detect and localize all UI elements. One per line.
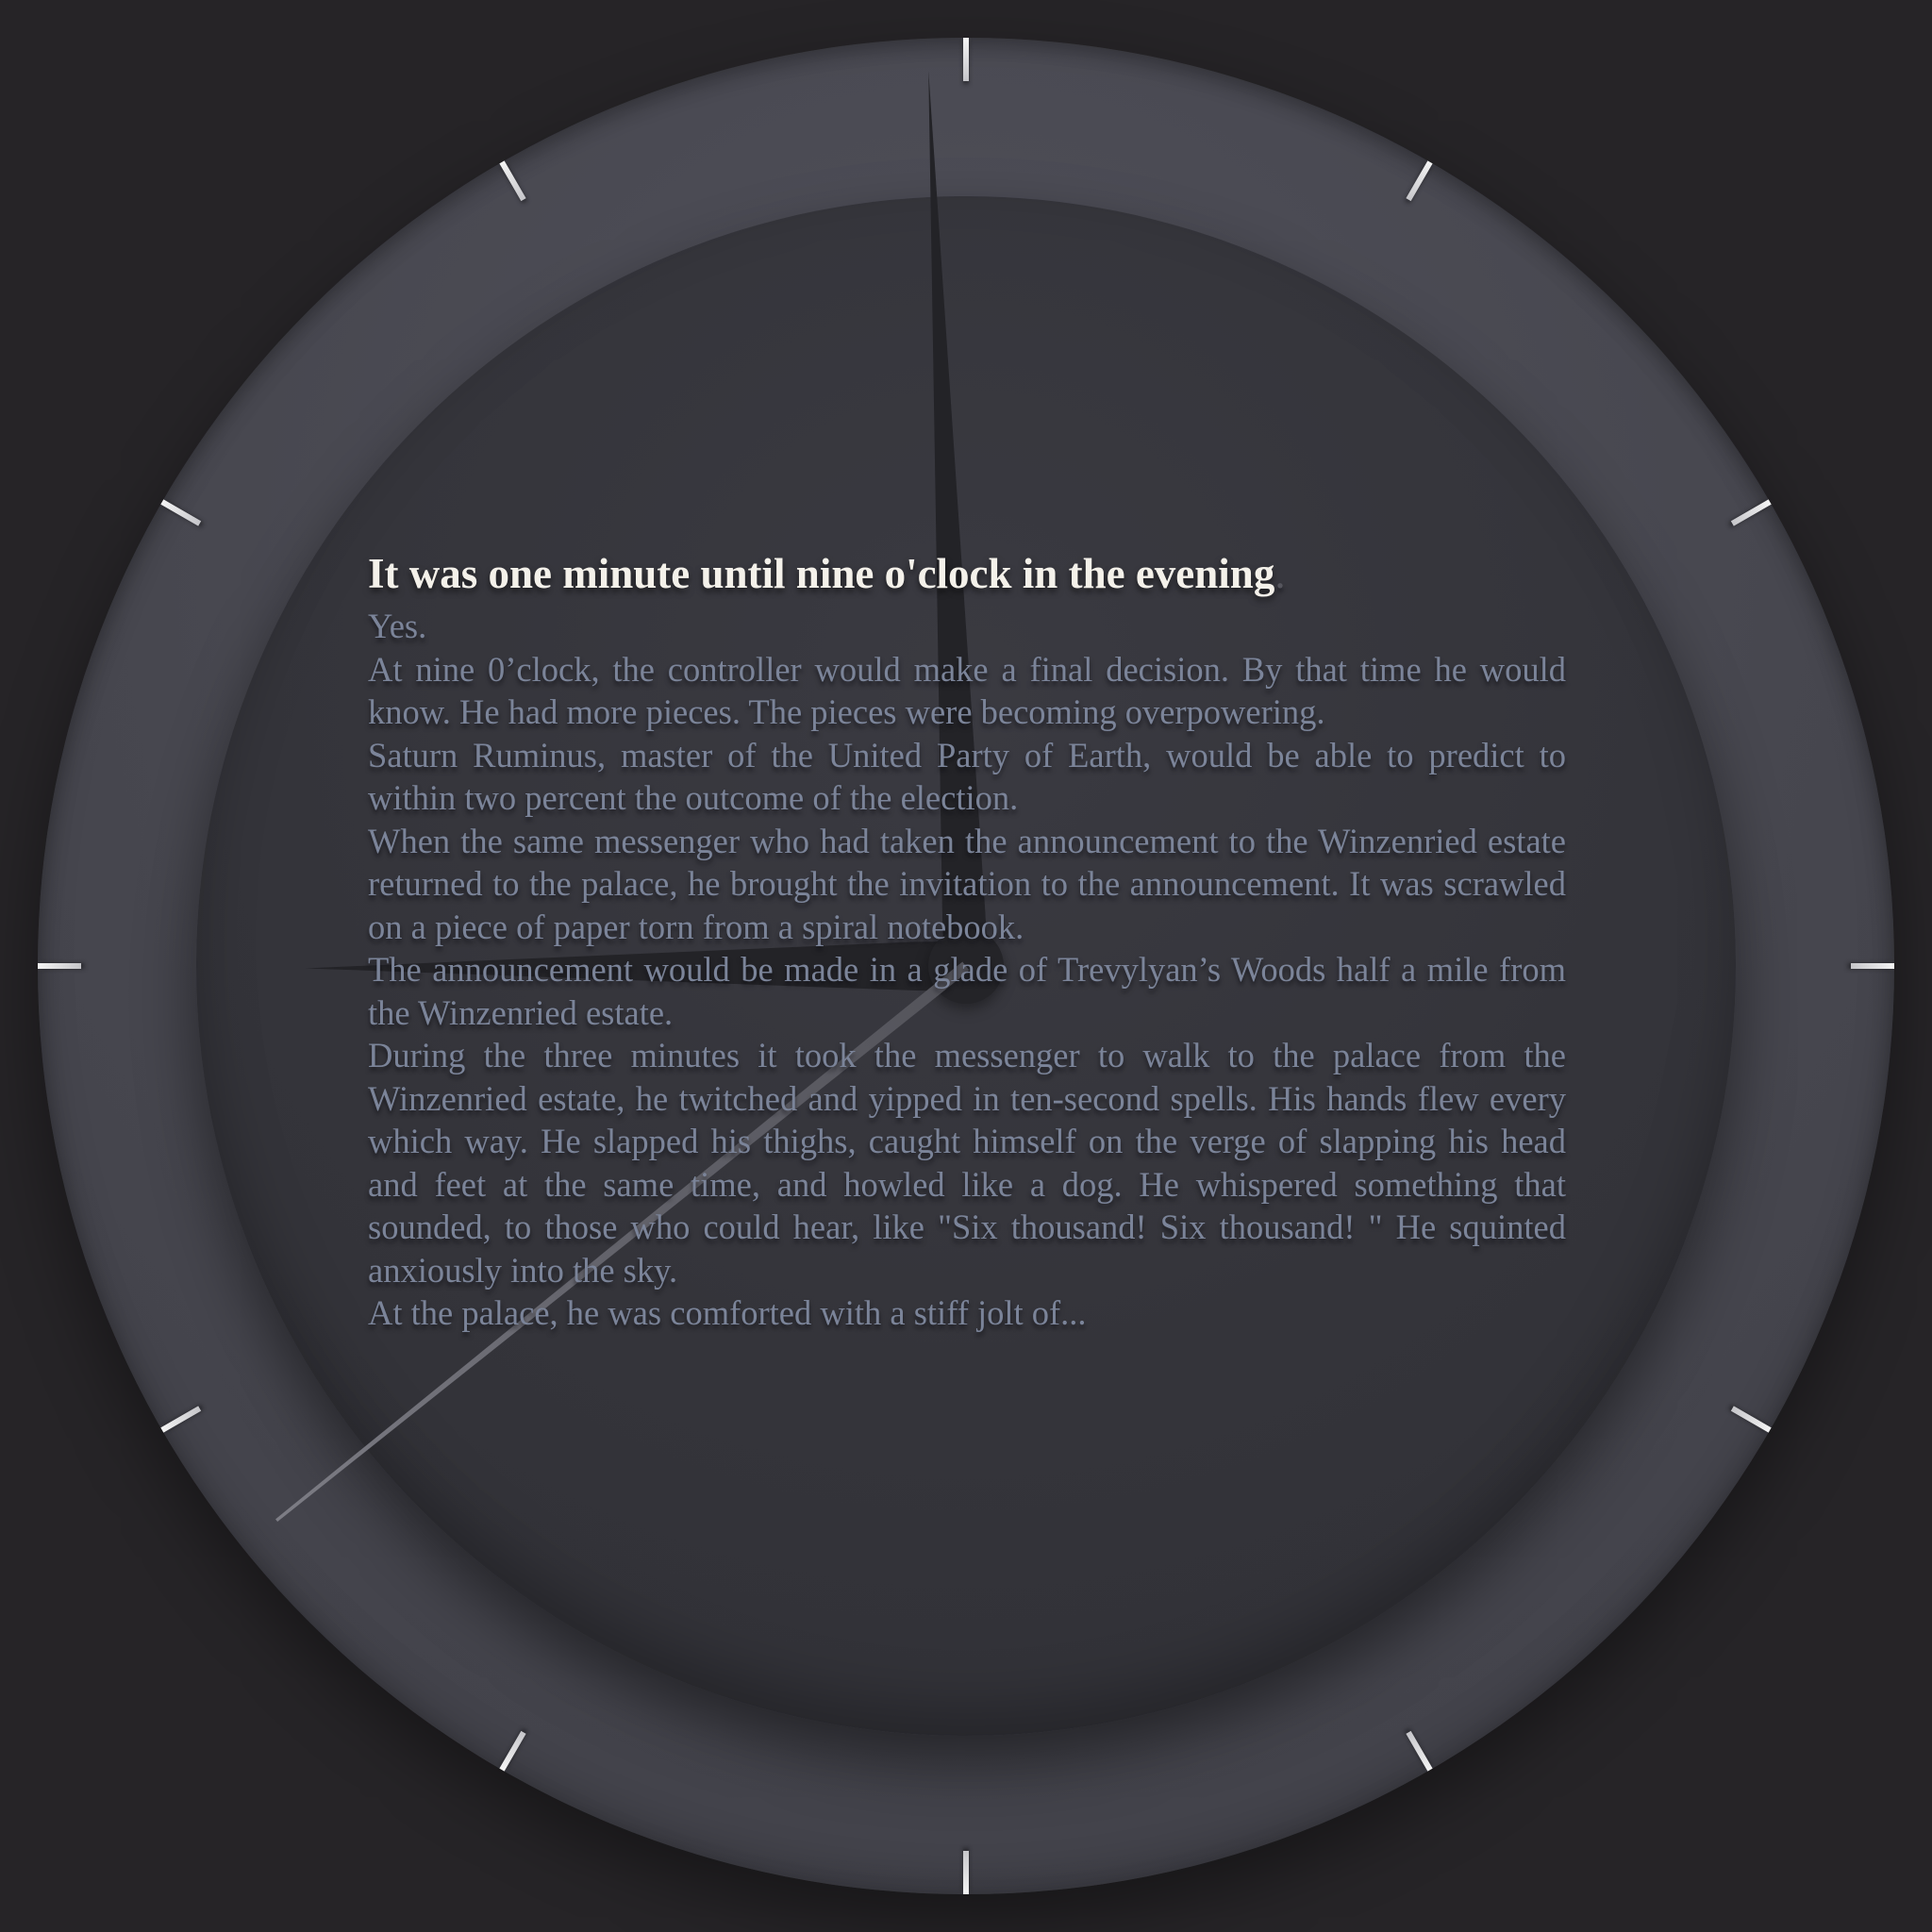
quote-block bbox=[368, 545, 1566, 1335]
quote-time-phrase-period: . bbox=[1274, 550, 1286, 597]
quote-paragraph: When the same messenger who had taken the announcement to the Winzenried estate returned to the palace, he brought the invitation to the announcement. It was scrawled on a piece of paper torn from a spiral notebook. bbox=[368, 821, 1566, 946]
hour-tick bbox=[963, 38, 969, 81]
quote-paragraph: The announcement would be made in a glade of Trevylyan’s Woods half a mile from the Winzenried estate. bbox=[368, 950, 1566, 1032]
quote-paragraph: At nine 0’clock, the controller would make a final decision. By that time he would know. He had more pieces. The pieces were becoming overpowering. bbox=[368, 649, 1566, 731]
quote-paragraph: At the palace, he was comforted with a stiff jolt of... bbox=[368, 1293, 1087, 1332]
quote-paragraphs bbox=[368, 605, 1566, 1335]
hour-tick bbox=[38, 963, 81, 969]
quote-paragraph: Yes. bbox=[368, 607, 427, 645]
quote-paragraph: During the three minutes it took the messenger to walk to the palace from the Winzenried estate, he twitched and yipped in ten-second spells. His hands flew every which way. He slapped his thighs, caught himself on the verge of slapping his head and feet at the same time, and howled like a dog. He whispered something that sounded, to those who could hear, like "Six thousand! Six thousand! " He squinted anxiously into the sky. bbox=[368, 1036, 1566, 1290]
hour-tick bbox=[963, 1851, 969, 1894]
quote-time-line bbox=[368, 545, 1566, 605]
quote-time-phrase: It was one minute until nine o'clock in the evening bbox=[368, 550, 1275, 597]
hour-tick bbox=[1851, 963, 1894, 969]
quote-paragraph: Saturn Ruminus, master of the United Party of Earth, would be able to predict to within two percent the outcome of the election. bbox=[368, 735, 1566, 817]
